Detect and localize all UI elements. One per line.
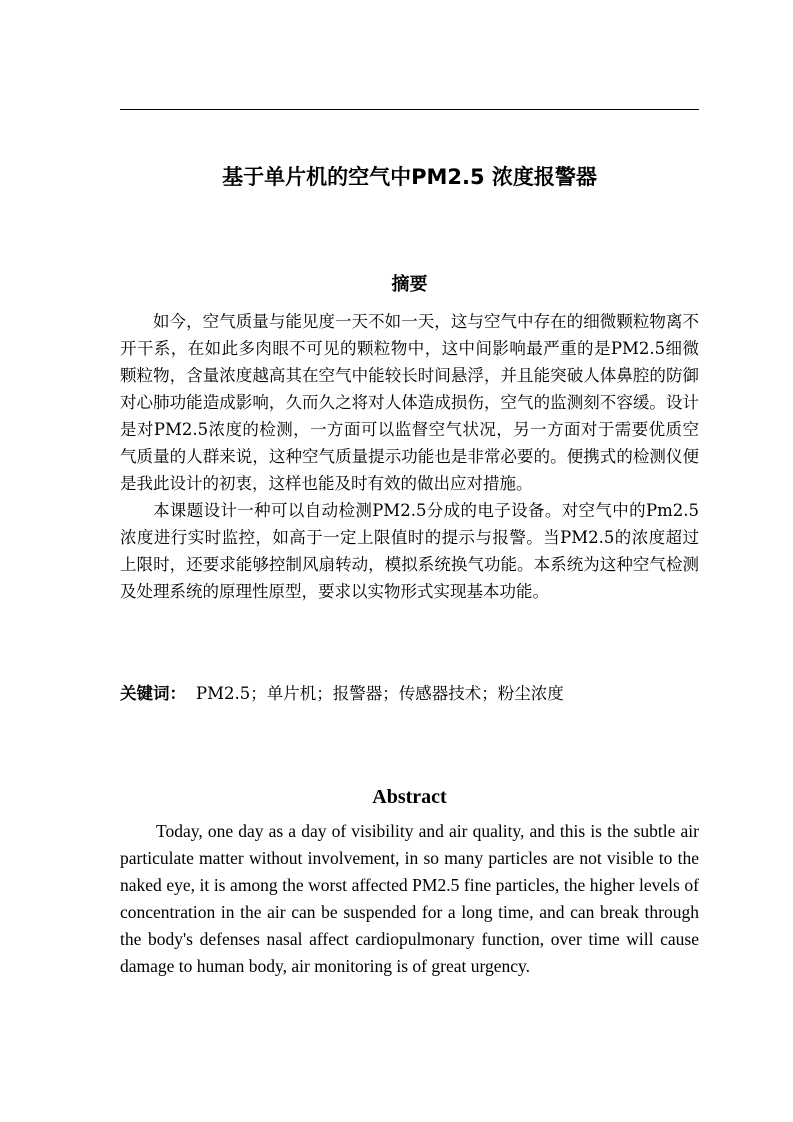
- abstract-zh-body: [120, 308, 699, 605]
- abstract-en-heading: Abstract: [372, 786, 447, 808]
- keywords-line: [120, 680, 699, 708]
- abstract-en-body: [120, 818, 699, 980]
- abstract-zh-paragraph: 如今，空气质量与能见度一天不如一天，这与空气中存在的细微颗粒物离不开干系，在如此多肉眼不可见的颗粒物中，这中间影响最严重的是PM2.5细微颗粒物，含量浓度越高其在空气中能较长时间悬浮，并且能突破人体鼻腔的防御对心肺功能造成影响，久而久之将对人体造成损伤，空气的监测刻不容缓。设计是对PM2.5浓度的检测，一方面可以监督空气状况，另一方面对于需要优质空气质量的人群来说，这种空气质量提示功能也是非常必要的。便携式的检测仪便是我此设计的初衷，这样也能及时有效的做出应对措施。: [120, 312, 699, 493]
- keywords-label: 关键词：: [120, 684, 186, 703]
- abstract-zh-heading: 摘要: [391, 274, 428, 295]
- paper-title: 基于单片机的空气中PM2.5 浓度报警器: [222, 165, 597, 189]
- abstract-en-paragraph: Today, one day as a day of visibility and air quality, and this is the subtle air particulate matter without involvement, in so many particles are not visible to the naked eye, it is among the worst affected PM2.5 fine particles, the higher levels of concentration in the air can be suspended for a long time, and can break through the body's defenses nasal affect cardiopulmonary function, over time will cause damage to human body, air monitoring is of great urgency.: [120, 821, 699, 976]
- keywords-text: PM2.5；单片机；报警器；传感器技术；粉尘浓度: [196, 684, 564, 703]
- header-rule: [120, 109, 699, 110]
- abstract-zh-paragraph: 本课题设计一种可以自动检测PM2.5分成的电子设备。对空气中的Pm2.5浓度进行实时监控，如高于一定上限值时的提示与报警。当PM2.5的浓度超过上限时，还要求能够控制风扇转动，模拟系统换气功能。本系统为这种空气检测及处理系统的原理性原型，要求以实物形式实现基本功能。: [120, 501, 699, 601]
